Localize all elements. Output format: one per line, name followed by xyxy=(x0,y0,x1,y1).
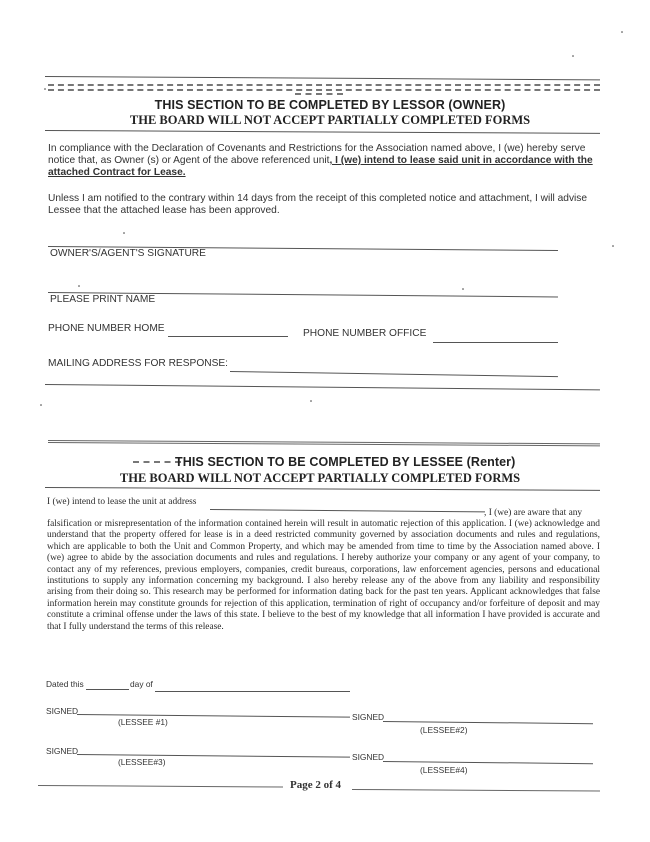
scan-speck xyxy=(462,288,464,290)
lessee-3-caption: (LESSEE#3) xyxy=(118,757,166,767)
lessee-3-signed-label: SIGNED xyxy=(46,746,79,756)
lessor-notice-paragraph xyxy=(48,143,598,179)
lessor-heading-underline xyxy=(45,130,600,134)
dated-day-field[interactable] xyxy=(86,689,129,690)
scan-speck xyxy=(123,232,125,234)
lessee-4-signed-label: SIGNED xyxy=(352,752,385,762)
top-dashed-rule xyxy=(48,84,600,86)
owner-signature-label: OWNER'S/AGENT'S SIGNATURE xyxy=(50,248,206,259)
lessee-address-field[interactable] xyxy=(210,509,485,512)
lessee-2-signed-label: SIGNED xyxy=(352,712,385,722)
lessee-section-heading: THIS SECTION TO BE COMPLETED BY LESSEE (Renter) xyxy=(175,455,516,469)
lessee-4-caption: (LESSEE#4) xyxy=(420,765,468,775)
lessee-4-signature-field[interactable] xyxy=(383,761,593,764)
lessee-heading-underline xyxy=(45,487,600,491)
short-dashed-rule xyxy=(295,93,343,95)
lessee-address-suffix: , I (we) are aware that any xyxy=(484,508,583,518)
scan-speck xyxy=(78,285,80,287)
scan-speck xyxy=(40,404,42,406)
lessor-section-heading: THIS SECTION TO BE COMPLETED BY LESSOR (OWNER) xyxy=(154,98,506,112)
lessee-2-signature-field[interactable] xyxy=(383,721,593,724)
top-rule xyxy=(45,76,600,80)
phone-office-label: PHONE NUMBER OFFICE xyxy=(303,328,427,339)
lessee-heading-lead-dash xyxy=(133,461,181,463)
lessor-notice-text: In compliance with the Declaration of Covenants and Restrictions for the Association named above, I (we) hereby serve notice that, as Owner (s) or Agent of the above referenced unit xyxy=(48,143,586,166)
lessee-address-intro: I (we) intend to lease the unit at address xyxy=(47,497,197,507)
scan-speck xyxy=(612,245,614,247)
footer-rule-right xyxy=(352,789,600,792)
scan-speck xyxy=(572,55,574,57)
lessee-2-caption: (LESSEE#2) xyxy=(420,725,468,735)
scan-speck xyxy=(44,88,46,90)
mailing-address-field[interactable] xyxy=(230,371,558,377)
scan-speck xyxy=(621,31,623,33)
page-number: Page 2 of 4 xyxy=(290,779,342,791)
print-name-label: PLEASE PRINT NAME xyxy=(50,294,156,305)
dated-prefix-label: Dated this xyxy=(46,679,84,689)
lessor-notice-emphasis: , I (we) intend to lease said unit in accordance with the attached Contract for Lease. xyxy=(48,155,593,178)
dated-month-field[interactable] xyxy=(155,691,350,692)
lessee-release-paragraph: falsification or misrepresentation of the information contained herein will result in automatic rejection of this application. I (we) acknowledge and understand that the property offered for lease is in a deed restricted community governed by association documents and rules and regulations, which are applicable to both the Unit and Common Property, and which may be amended from time to time by the Association named above. I (we) agree to abide by the association documents and rules and regulations. I hereby authorize your company or any agent of your company, to contact any of my references, previous employers, companies, credit bureaus, corporations, law enforcement agencies, persons and educational institutions to supply any information concerning my background. I also hereby release any of the above from any liability and responsibility arising from their doing so. This research may be performed for information dating back for the past ten years. Applicant acknowledges that false information herein may constitute grounds for rejection of this application, termination of right of occupancy and/or forfeiture of deposit and may constitute a criminal offense under the laws of this state. I believe to the best of my knowledge that all information I have provided is accurate and that I fully understand the terms of this release. xyxy=(47,519,600,632)
mailing-address-label: MAILING ADDRESS FOR RESPONSE: xyxy=(48,358,229,369)
lessee-1-signed-label: SIGNED xyxy=(46,706,79,716)
footer-rule-left xyxy=(38,785,283,787)
phone-office-field[interactable] xyxy=(433,342,558,343)
lessor-approval-paragraph: Unless I am notified to the contrary within 14 days from the receipt of this completed notice and attachment, I will advise Lessee that the attached lease has been approved. xyxy=(48,193,588,216)
lessee-section-warning: THE BOARD WILL NOT ACCEPT PARTIALLY COMPLETED FORMS xyxy=(119,471,521,485)
phone-home-label: PHONE NUMBER HOME xyxy=(48,323,165,334)
top-dashed-rule-2 xyxy=(48,89,600,91)
scan-speck xyxy=(310,400,312,402)
mailing-address-field-line-2[interactable] xyxy=(45,384,600,390)
lessor-section-warning: THE BOARD WILL NOT ACCEPT PARTIALLY COMPLETED FORMS xyxy=(129,113,531,127)
phone-home-field[interactable] xyxy=(168,336,288,337)
lessee-top-rule xyxy=(48,440,600,446)
lessee-1-caption: (LESSEE #1) xyxy=(118,717,168,727)
dated-day-of-label: day of xyxy=(130,679,153,689)
